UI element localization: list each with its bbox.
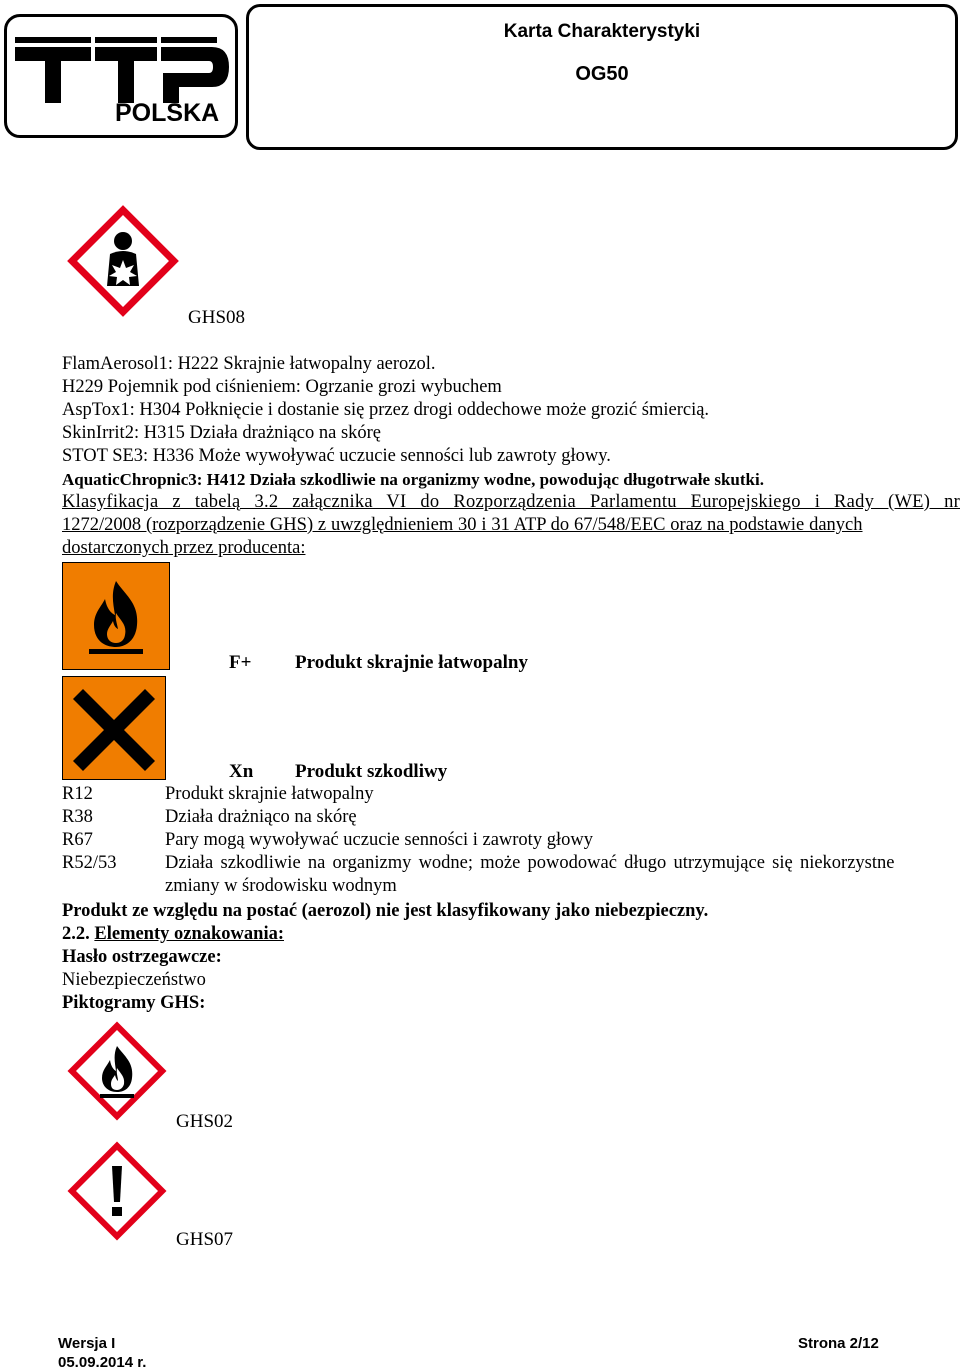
r-phrase-code: R67 — [62, 830, 93, 850]
symbol-xn-label: Produkt szkodliwy — [295, 761, 448, 782]
r-phrase-text: Działa szkodliwie na organizmy wodne; może powodować długo utrzymujące się niekorzystne — [165, 853, 895, 873]
exclamation-mark-icon — [66, 1140, 168, 1242]
section-heading — [62, 923, 284, 946]
document-header — [246, 4, 958, 150]
r-phrase-text: Pary mogą wywoływać uczucie senności i zawroty głowy — [165, 830, 593, 850]
symbol-f-code: F+ — [229, 652, 252, 673]
footer-version: Wersja I — [58, 1335, 116, 1352]
r-phrase-code: R12 — [62, 784, 93, 804]
hazard-line-1: FlamAerosol1: H222 Skrajnie łatwopalny aerozol. — [62, 354, 436, 374]
section-number: 2.2. — [62, 924, 90, 944]
logo-country-text: POLSKA — [115, 99, 220, 127]
health-hazard-icon — [66, 204, 180, 318]
pictograms-label: Piktogramy GHS: — [62, 993, 206, 1013]
document-title: Karta Charakterystyki — [503, 21, 701, 42]
hazard-line-6: AquaticChropnic3: H412 Działa szkodliwie na organizmy wodne, powodując długotrwałe skutki. — [62, 470, 764, 489]
symbol-f-label: Produkt skrajnie łatwopalny — [295, 652, 528, 673]
r-phrase-text: Działa drażniąco na skórę — [165, 807, 357, 827]
classification-line-3: dostarczonych przez producenta: — [62, 538, 306, 558]
flame-icon — [63, 563, 169, 669]
cross-icon — [63, 677, 165, 779]
section-title: Elementy oznakowania: — [94, 924, 284, 944]
r-phrase-text-continued: zmiany w środowisku wodnym — [165, 876, 397, 896]
r-phrase-code: R52/53 — [62, 853, 117, 873]
ghs08-label: GHS08 — [188, 307, 246, 328]
product-code: OG50 — [575, 63, 629, 85]
ghs07-label: GHS07 — [176, 1229, 234, 1250]
flammable-symbol — [62, 562, 170, 670]
classification-line-1-text: Klasyfikacja z tabelą 3.2 załącznika VI do Rozporządzenia Parlamentu Europejskiego i Rady (WE) nr — [62, 492, 960, 512]
ghs08-pictogram — [66, 204, 180, 323]
signal-word-value: Niebezpieczeństwo — [62, 970, 206, 990]
ghs02-pictogram — [66, 1020, 168, 1127]
footer-date: 05.09.2014 r. — [58, 1354, 147, 1371]
ghs07-pictogram — [66, 1140, 168, 1247]
classification-paragraph — [62, 491, 960, 560]
hazard-line-3: AspTox1: H304 Połknięcie i dostanie się przez drogi oddechowe może grozić śmiercią. — [62, 400, 710, 420]
signal-word-label: Hasło ostrzegawcze: — [62, 947, 222, 967]
ghs02-label: GHS02 — [176, 1111, 234, 1132]
r-phrase-text: Produkt skrajnie łatwopalny — [165, 784, 374, 804]
r-phrase-code: R38 — [62, 807, 93, 827]
hazard-line-2: H229 Pojemnik pod ciśnieniem: Ogrzanie grozi wybuchem — [62, 377, 502, 397]
classification-line-1 — [62, 491, 960, 514]
harmful-symbol — [62, 676, 166, 780]
classification-note: Produkt ze względu na postać (aerozol) nie jest klasyfikowany jako niebezpieczny. — [62, 901, 709, 921]
symbol-xn-code: Xn — [229, 761, 254, 782]
footer-page: Strona 2/12 — [798, 1335, 879, 1352]
hazard-line-4: SkinIrrit2: H315 Działa drażniąco na skórę — [62, 423, 382, 443]
company-logo — [4, 14, 238, 138]
flame-hazard-icon — [66, 1020, 168, 1122]
classification-line-2: 1272/2008 (rozporządzenie GHS) z uwzględnieniem 30 i 31 ATP do 67/548/EEC oraz na podstawie danych — [62, 515, 863, 535]
hazard-line-5: STOT SE3: H336 Może wywoływać uczucie senności lub zawroty głowy. — [62, 446, 611, 466]
